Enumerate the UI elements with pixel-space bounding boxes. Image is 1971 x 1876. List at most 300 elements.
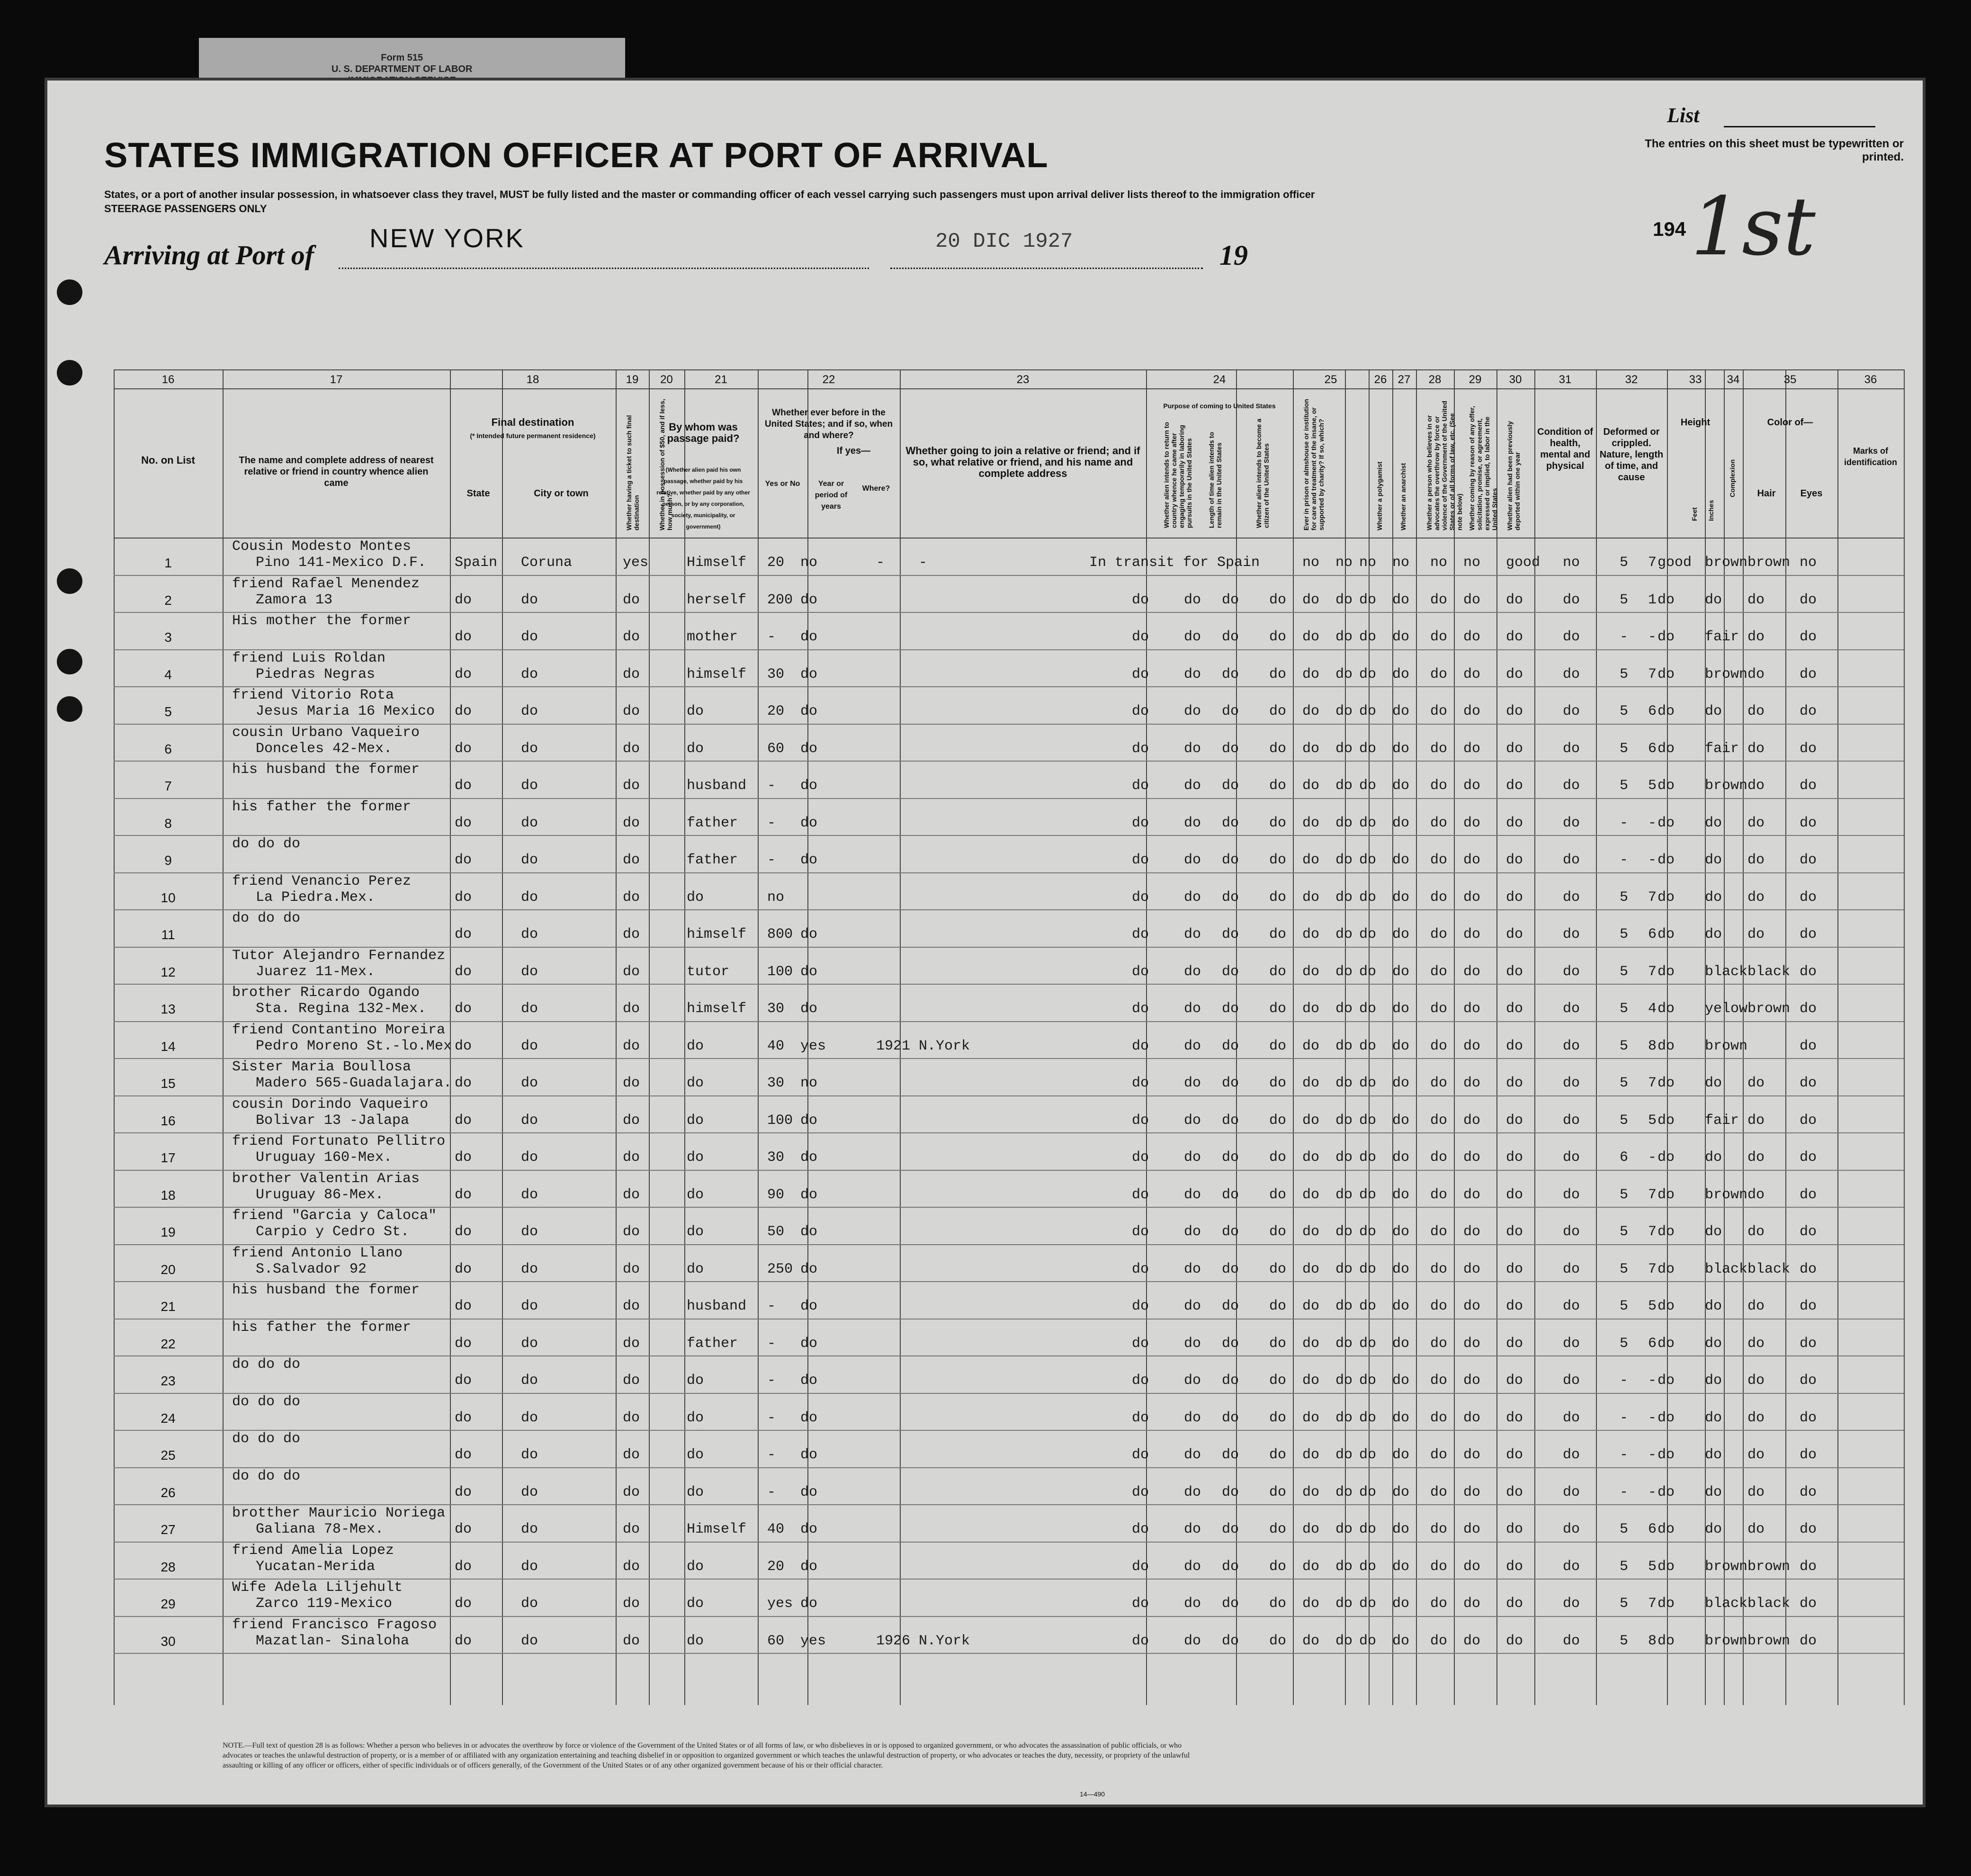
cell-inches: 6 bbox=[1648, 926, 1657, 942]
cell-feet: 5 bbox=[1620, 1298, 1629, 1314]
cell-money: - bbox=[767, 1409, 776, 1426]
cell-c25: do bbox=[1302, 740, 1320, 757]
row-number: 24 bbox=[161, 1410, 176, 1426]
table-row bbox=[114, 1021, 1904, 1059]
cell-c26: do bbox=[1335, 926, 1353, 942]
cell-c30: do bbox=[1463, 1075, 1481, 1091]
cell-hair: black bbox=[1705, 963, 1748, 980]
cell-ever: do bbox=[800, 1521, 818, 1537]
cell-c27: do bbox=[1359, 1075, 1377, 1091]
row-number: 5 bbox=[164, 704, 172, 719]
cell-money: 20 bbox=[767, 703, 785, 719]
cell-c26: do bbox=[1335, 1484, 1353, 1500]
cell-paid: do bbox=[687, 1409, 704, 1426]
cell-ever: do bbox=[800, 1447, 818, 1463]
cell-join: do bbox=[1132, 1298, 1149, 1314]
cell-inches: 4 bbox=[1648, 1001, 1657, 1017]
table-row bbox=[114, 835, 1904, 872]
cell-c30: do bbox=[1463, 1484, 1481, 1500]
period-header: Year or period of years bbox=[815, 480, 848, 511]
cell-eyes: do bbox=[1747, 1373, 1765, 1389]
cell-c27: do bbox=[1359, 1521, 1377, 1537]
cell-c30: no bbox=[1463, 555, 1481, 571]
cell-city: do bbox=[521, 852, 538, 868]
cell-money: 30 bbox=[767, 1001, 785, 1017]
cell-health: do bbox=[1506, 1298, 1523, 1314]
cell-paid: do bbox=[687, 1224, 704, 1240]
purpose-a-header: Whether alien intends to return to country whence he came after engaging temporarily in laboring pursuits in the United States bbox=[1163, 422, 1193, 528]
cell-ever: do bbox=[800, 666, 818, 682]
cell-c25: do bbox=[1302, 629, 1320, 645]
cell-state: do bbox=[455, 1521, 472, 1537]
cell-join: do bbox=[1132, 1149, 1149, 1166]
cell-city: do bbox=[521, 592, 538, 608]
cell-c28: do bbox=[1392, 1261, 1410, 1277]
cell-city: do bbox=[521, 1112, 538, 1129]
relative-name: do do do bbox=[232, 1431, 301, 1447]
cell-inches: 6 bbox=[1648, 740, 1657, 757]
cell-join: do bbox=[1132, 1447, 1149, 1463]
cell-marks: do bbox=[1800, 1075, 1817, 1091]
relative-name: friend Amelia Lopez bbox=[232, 1542, 394, 1559]
cell-p24: do bbox=[1184, 852, 1201, 868]
cell-p24c: do bbox=[1269, 1298, 1287, 1314]
cell-health: do bbox=[1506, 1447, 1523, 1463]
cell-c26: do bbox=[1335, 1409, 1353, 1426]
cell-ticket: do bbox=[623, 1484, 640, 1500]
cell-health: do bbox=[1506, 1112, 1523, 1129]
cell-c27: do bbox=[1359, 666, 1377, 682]
cell-join: do bbox=[1132, 1558, 1149, 1575]
cell-p24: do bbox=[1184, 1261, 1201, 1277]
cell-complexion: do bbox=[1657, 1409, 1675, 1426]
cell-c30: do bbox=[1463, 1558, 1481, 1575]
cell-city: do bbox=[521, 778, 538, 794]
cell-complexion: do bbox=[1657, 1335, 1675, 1352]
cell-eyes: black bbox=[1747, 963, 1791, 980]
cell-hair: do bbox=[1705, 926, 1722, 942]
cell-c26: do bbox=[1335, 1224, 1353, 1240]
cell-join: do bbox=[1132, 889, 1149, 906]
money-header: Whether in possession of $50, and if less, how much? bbox=[658, 399, 673, 530]
cell-paid: husband bbox=[687, 1298, 747, 1314]
cell-money: 50 bbox=[767, 1224, 785, 1240]
cell-paid: tutor bbox=[687, 963, 730, 980]
cell-join: do bbox=[1132, 778, 1149, 794]
cell-join: do bbox=[1132, 1596, 1149, 1612]
cell-marks: do bbox=[1800, 1596, 1817, 1612]
cell-c30: do bbox=[1463, 1298, 1481, 1314]
cell-inches: 6 bbox=[1648, 703, 1657, 719]
cell-c27: do bbox=[1359, 1001, 1377, 1017]
cell-deformed: do bbox=[1563, 1001, 1580, 1017]
cell-c26: do bbox=[1335, 1558, 1353, 1575]
table-row bbox=[114, 575, 1904, 612]
cell-ever: do bbox=[800, 778, 818, 794]
cell-p24: do bbox=[1184, 1149, 1201, 1166]
cell-feet: 5 bbox=[1620, 1596, 1629, 1612]
steerage-label: STEERAGE PASSENGERS ONLY bbox=[104, 203, 267, 215]
cell-state: do bbox=[455, 1038, 472, 1054]
cell-hair: do bbox=[1705, 1484, 1722, 1500]
cell-deformed: do bbox=[1563, 1186, 1580, 1203]
cell-p24b: do bbox=[1222, 629, 1239, 645]
cell-paid: do bbox=[687, 1038, 704, 1054]
cell-money: 200 bbox=[767, 592, 793, 608]
cell-c28: do bbox=[1392, 889, 1410, 906]
cell-complexion: do bbox=[1657, 1373, 1675, 1389]
cell-c30: do bbox=[1463, 1633, 1481, 1649]
cell-marks: do bbox=[1800, 592, 1817, 608]
cell-p24b: do bbox=[1222, 1521, 1239, 1537]
cell-p24b: do bbox=[1222, 1335, 1239, 1352]
cell-city: Coruna bbox=[521, 555, 573, 571]
table-row bbox=[114, 1393, 1904, 1430]
cell-money: - bbox=[767, 629, 776, 645]
cell-eyes: do bbox=[1747, 1224, 1765, 1240]
cell-health: do bbox=[1506, 815, 1523, 831]
cell-money: 100 bbox=[767, 1112, 793, 1129]
passage-header: By whom was passage paid? bbox=[667, 421, 740, 444]
cell-eyes: do bbox=[1747, 629, 1765, 645]
cell-c25: do bbox=[1302, 1224, 1320, 1240]
cell-join: do bbox=[1132, 592, 1149, 608]
cell-join: do bbox=[1132, 852, 1149, 868]
cell-p24: do bbox=[1184, 1112, 1201, 1129]
cell-ever: do bbox=[800, 1558, 818, 1575]
relative-name: friend Antonio Llano bbox=[232, 1245, 403, 1261]
cell-complexion: do bbox=[1657, 592, 1675, 608]
cell-city: do bbox=[521, 889, 538, 906]
row-number: 18 bbox=[161, 1187, 176, 1203]
cell-paid: do bbox=[687, 1633, 704, 1649]
relative-address: Piedras Negras bbox=[256, 666, 376, 682]
cell-c26: do bbox=[1335, 778, 1353, 794]
row-number: 29 bbox=[161, 1597, 176, 1611]
cell-eyes: do bbox=[1747, 666, 1765, 682]
cell-c25: do bbox=[1302, 1075, 1320, 1091]
cell-paid: herself bbox=[687, 592, 747, 608]
cell-state: do bbox=[455, 1224, 472, 1240]
cell-deformed: do bbox=[1563, 629, 1580, 645]
cell-health: do bbox=[1506, 666, 1523, 682]
cell-paid: himself bbox=[687, 1001, 747, 1017]
cell-money: no bbox=[767, 889, 785, 906]
cell-c29: do bbox=[1430, 629, 1448, 645]
cell-join: do bbox=[1132, 1335, 1149, 1352]
cell-c25: do bbox=[1302, 1001, 1320, 1017]
cell-ticket: do bbox=[623, 1112, 640, 1129]
final-destination-note: (* Intended future permanent residence) bbox=[470, 432, 596, 440]
cell-c27: do bbox=[1359, 592, 1377, 608]
cell-c28: do bbox=[1392, 852, 1410, 868]
cell-p24: do bbox=[1184, 666, 1201, 682]
cell-c25: do bbox=[1302, 1409, 1320, 1426]
cell-feet: 5 bbox=[1620, 778, 1629, 794]
cell-money: - bbox=[767, 815, 776, 831]
cell-state: do bbox=[455, 1409, 472, 1426]
cell-paid: do bbox=[687, 1261, 704, 1277]
relative-name: brotther Mauricio Noriega bbox=[232, 1505, 446, 1521]
purpose-c-header: Whether alien intends to become a citizen of the United States bbox=[1255, 418, 1270, 528]
c25-header: Ever in prison or almshouse or institution for care and treatment of the insane, or supported by charity? If so, which? bbox=[1302, 399, 1325, 530]
cell-deformed: do bbox=[1563, 703, 1580, 719]
cell-eyes: do bbox=[1747, 740, 1765, 757]
column-number: 28 bbox=[1428, 373, 1442, 386]
relative-address: Uruguay 86-Mex. bbox=[256, 1186, 384, 1203]
cell-ever: do bbox=[800, 740, 818, 757]
cell-complexion: do bbox=[1657, 778, 1675, 794]
cell-marks: do bbox=[1800, 1001, 1817, 1017]
cell-hair: do bbox=[1705, 1521, 1722, 1537]
table-row bbox=[114, 1579, 1904, 1616]
cell-p24c: do bbox=[1269, 815, 1287, 831]
cell-state: do bbox=[455, 778, 472, 794]
punch-hole bbox=[57, 279, 82, 305]
relative-address: Juarez 11-Mex. bbox=[256, 963, 376, 980]
cell-paid: do bbox=[687, 1558, 704, 1575]
cell-c26: do bbox=[1335, 889, 1353, 906]
cell-inches: 8 bbox=[1648, 1633, 1657, 1649]
cell-c26: do bbox=[1335, 1373, 1353, 1389]
cell-ticket: do bbox=[623, 1447, 640, 1463]
cell-p24b: do bbox=[1222, 889, 1239, 906]
table-row bbox=[114, 1281, 1904, 1319]
cell-inches: 7 bbox=[1648, 1224, 1657, 1240]
cell-p24: do bbox=[1184, 1484, 1201, 1500]
relative-address: Zarco 119-Mexico bbox=[256, 1596, 393, 1612]
cell-marks: do bbox=[1800, 1186, 1817, 1203]
row-number: 13 bbox=[161, 1002, 176, 1016]
cell-c30: do bbox=[1463, 926, 1481, 942]
cell-c25: do bbox=[1302, 1335, 1320, 1352]
cell-c27: do bbox=[1359, 1373, 1377, 1389]
cell-health: do bbox=[1506, 1001, 1523, 1017]
row-number: 30 bbox=[161, 1634, 176, 1649]
cell-paid: do bbox=[687, 1075, 704, 1091]
cell-hair: fair bbox=[1705, 629, 1739, 645]
cell-feet: 5 bbox=[1620, 1558, 1629, 1575]
cell-p24b: do bbox=[1222, 1298, 1239, 1314]
cell-where: N.York bbox=[919, 1038, 970, 1054]
cell-c25: do bbox=[1302, 852, 1320, 868]
cell-p24b: do bbox=[1222, 778, 1239, 794]
cell-ticket: do bbox=[623, 1335, 640, 1352]
cell-c30: do bbox=[1463, 778, 1481, 794]
cell-c27: do bbox=[1359, 1186, 1377, 1203]
column-number: 35 bbox=[1783, 373, 1797, 386]
cell-deformed: do bbox=[1563, 1409, 1580, 1426]
cell-c29: do bbox=[1430, 778, 1448, 794]
cell-state: do bbox=[455, 592, 472, 608]
cell-p24c: do bbox=[1269, 1186, 1287, 1203]
cell-p24: do bbox=[1184, 1521, 1201, 1537]
eyes-header: Eyes bbox=[1800, 488, 1823, 499]
cell-paid: father bbox=[687, 815, 738, 831]
cell-p24: do bbox=[1184, 629, 1201, 645]
cell-inches: - bbox=[1648, 1149, 1657, 1166]
cell-c30: do bbox=[1463, 1186, 1481, 1203]
cell-paid: do bbox=[687, 889, 704, 906]
cell-ticket: do bbox=[623, 1001, 640, 1017]
cell-c28: do bbox=[1392, 666, 1410, 682]
row-number: 27 bbox=[161, 1522, 176, 1537]
cell-c25: do bbox=[1302, 1484, 1320, 1500]
cell-complexion: do bbox=[1657, 1224, 1675, 1240]
cell-c29: do bbox=[1430, 740, 1448, 757]
city-header: City or town bbox=[534, 488, 589, 499]
cell-c28: do bbox=[1392, 1298, 1410, 1314]
row-number: 4 bbox=[164, 667, 172, 682]
column-number: 31 bbox=[1559, 373, 1572, 386]
cell-deformed: do bbox=[1563, 666, 1580, 682]
cell-p24b: do bbox=[1222, 1075, 1239, 1091]
cell-state: do bbox=[455, 1596, 472, 1612]
cell-c25: do bbox=[1302, 666, 1320, 682]
cell-ticket: do bbox=[623, 889, 640, 906]
list-line bbox=[1724, 126, 1875, 127]
cell-deformed: do bbox=[1563, 778, 1580, 794]
row-number: 26 bbox=[161, 1485, 176, 1500]
row-number: 16 bbox=[161, 1113, 176, 1128]
cell-c27: do bbox=[1359, 852, 1377, 868]
table-row bbox=[114, 686, 1904, 724]
cell-feet: - bbox=[1620, 852, 1629, 868]
row-number: 25 bbox=[161, 1448, 176, 1463]
cell-complexion: do bbox=[1657, 1447, 1675, 1463]
cell-ever: no bbox=[800, 555, 818, 571]
hair-header: Hair bbox=[1757, 488, 1776, 499]
cell-c29: do bbox=[1430, 1447, 1448, 1463]
cell-p24: do bbox=[1184, 1001, 1201, 1017]
cell-hair: brown bbox=[1705, 1038, 1748, 1054]
cell-hair: do bbox=[1705, 1075, 1722, 1091]
cell-ever: do bbox=[800, 963, 818, 980]
cell-health: do bbox=[1506, 1558, 1523, 1575]
cell-c27: do bbox=[1359, 1261, 1377, 1277]
cell-ticket: do bbox=[623, 666, 640, 682]
cell-p24: do bbox=[1184, 1335, 1201, 1352]
table-row bbox=[114, 909, 1904, 947]
cell-inches: 7 bbox=[1648, 666, 1657, 682]
cell-health: do bbox=[1506, 1409, 1523, 1426]
cell-p24: do bbox=[1184, 1075, 1201, 1091]
cell-paid: do bbox=[687, 1484, 704, 1500]
cell-p24: do bbox=[1184, 1633, 1201, 1649]
cell-hair: fair bbox=[1705, 1112, 1739, 1129]
table-row bbox=[114, 538, 1904, 575]
footer-note: NOTE.—Full text of question 28 is as follows: Whether a person who believes in or advocates the overthrow by force or violence of the Government of the United States or of all forms of law, or who disbelieves in or is opposed to organized government, or who advocates the assassination of public officials, or who advocates or teaches the unlawful destruction of property, or is a member of or affiliated with any organization entertaining and teaching disbelief in or opposition to organized government or which teaches the unlawful destruction of property, or who advocates or teaches the duty, necessity, or propriety of the unlawful assaulting or killing of any officer or officers, either of specific individuals or of officers generally, of the Government of the United States or of any other organized government because of his or their official character. bbox=[223, 1741, 1190, 1769]
cell-p24b: do bbox=[1222, 1001, 1239, 1017]
cell-hair: black bbox=[1705, 1261, 1748, 1277]
state-header: State bbox=[466, 488, 490, 499]
cell-p24b: do bbox=[1222, 1038, 1239, 1054]
cell-c29: do bbox=[1430, 1484, 1448, 1500]
relative-name: do do do bbox=[232, 1468, 301, 1484]
cell-complexion: do bbox=[1657, 1558, 1675, 1575]
cell-p24c: do bbox=[1269, 963, 1287, 980]
list-label: List bbox=[1667, 104, 1700, 127]
relative-name: friend Fortunato Pellitro bbox=[232, 1133, 446, 1149]
cell-paid: father bbox=[687, 1335, 738, 1352]
cell-p24: do bbox=[1184, 926, 1201, 942]
cell-deformed: do bbox=[1563, 1447, 1580, 1463]
column-number: 18 bbox=[526, 373, 539, 386]
cell-c29: do bbox=[1430, 1633, 1448, 1649]
cell-p24c: do bbox=[1269, 1633, 1287, 1649]
cell-state: do bbox=[455, 852, 472, 868]
cell-inches: 5 bbox=[1648, 778, 1657, 794]
cell-ever: do bbox=[800, 703, 818, 719]
cell-hair: brown bbox=[1705, 666, 1748, 682]
cell-eyes: do bbox=[1747, 1149, 1765, 1166]
cell-c26: do bbox=[1335, 852, 1353, 868]
cell-ever: do bbox=[800, 1224, 818, 1240]
year-prefix: 19 bbox=[1219, 240, 1248, 271]
row-number: 1 bbox=[164, 556, 172, 570]
table-row bbox=[114, 947, 1904, 984]
cell-city: do bbox=[521, 1186, 538, 1203]
cell-hair: brown bbox=[1705, 1186, 1748, 1203]
cell-ever: yes bbox=[800, 1633, 826, 1649]
cell-c27: do bbox=[1359, 1558, 1377, 1575]
complexion-header: Complexion bbox=[1729, 459, 1736, 497]
cell-marks: do bbox=[1800, 1112, 1817, 1129]
cell-city: do bbox=[521, 1521, 538, 1537]
column-number: 20 bbox=[660, 373, 673, 386]
cell-city: do bbox=[521, 926, 538, 942]
cell-p24c: do bbox=[1269, 1558, 1287, 1575]
cell-deformed: do bbox=[1563, 1149, 1580, 1166]
relative-address: Pedro Moreno St.-lo.Mex bbox=[256, 1038, 452, 1054]
cell-deformed: do bbox=[1563, 1373, 1580, 1389]
cell-ever: do bbox=[800, 592, 818, 608]
cell-join: do bbox=[1132, 1224, 1149, 1240]
cell-ever: do bbox=[800, 1484, 818, 1500]
column-number: 26 bbox=[1374, 373, 1387, 386]
cell-ticket: do bbox=[623, 1633, 640, 1649]
cell-feet: 5 bbox=[1620, 1112, 1629, 1129]
cell-state: do bbox=[455, 1335, 472, 1352]
cell-complexion: do bbox=[1657, 666, 1675, 682]
cell-state: do bbox=[455, 1186, 472, 1203]
cell-marks: do bbox=[1800, 629, 1817, 645]
cell-p24c: do bbox=[1269, 1038, 1287, 1054]
cell-marks: do bbox=[1800, 740, 1817, 757]
cell-marks: do bbox=[1800, 1521, 1817, 1537]
relative-name: Tutor Alejandro Fernandez bbox=[232, 947, 446, 964]
cell-c27: do bbox=[1359, 778, 1377, 794]
row-number: 7 bbox=[164, 779, 172, 793]
cell-eyes: do bbox=[1747, 815, 1765, 831]
cell-p24c: do bbox=[1269, 778, 1287, 794]
relative-address: Sta. Regina 132-Mex. bbox=[256, 1001, 427, 1017]
cell-city: do bbox=[521, 1038, 538, 1054]
cell-inches: 5 bbox=[1648, 1298, 1657, 1314]
cell-c27: do bbox=[1359, 1596, 1377, 1612]
cell-p24: do bbox=[1184, 1186, 1201, 1203]
cell-p24b: do bbox=[1222, 1261, 1239, 1277]
cell-state: do bbox=[455, 1373, 472, 1389]
row-rule bbox=[114, 369, 1904, 370]
cell-deformed: do bbox=[1563, 1521, 1580, 1537]
cell-hair: do bbox=[1705, 1409, 1722, 1426]
cell-c26: do bbox=[1335, 629, 1353, 645]
cell-p24b: do bbox=[1222, 1447, 1239, 1463]
cell-c25: do bbox=[1302, 1633, 1320, 1649]
cell-complexion: do bbox=[1657, 963, 1675, 980]
cell-ticket: do bbox=[623, 1186, 640, 1203]
